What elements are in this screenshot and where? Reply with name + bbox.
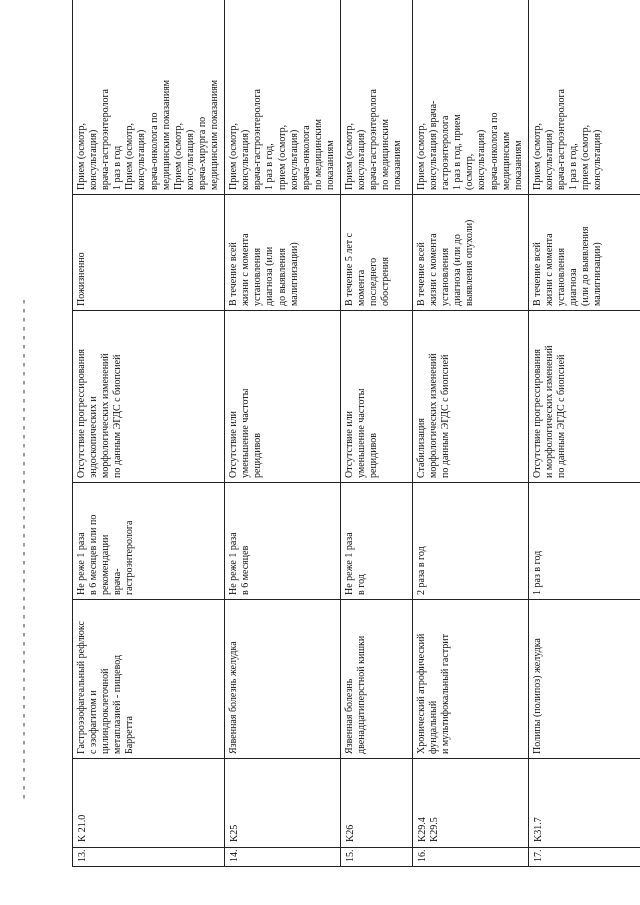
- row-number: 17.: [532, 849, 544, 862]
- row-number: 13.: [77, 849, 88, 862]
- row-number-code-cell: [73, 759, 225, 867]
- icd-code: K25: [229, 824, 241, 842]
- term-cell: В течение всей жизни с момента установления диагноза (или до выявления малигнизации): [225, 195, 341, 311]
- frequency-cell: 1 раз в год: [528, 483, 640, 600]
- criteria-cell: Стабилизация морфологических изменений по данным ЭГДС с биопсией: [412, 311, 528, 483]
- frequency-cell: Не реже 1 раза в год: [340, 483, 412, 600]
- rotated-page-content: [72, 38, 604, 867]
- dispensary-observation-table: [72, 0, 640, 867]
- icd-code: K29.4 K29.5: [416, 817, 441, 842]
- row-number: 14.: [229, 849, 241, 862]
- table-row: [412, 0, 528, 867]
- row-number-code-cell: [340, 759, 412, 867]
- specialists-cell: Прием (осмотр, консультация) врача- гастроэнтеролога 1 раз в год, прием (осмотр, консультация) врача-онколога по медицинским показаниям: [412, 0, 528, 195]
- table-row: [528, 0, 640, 867]
- binding-margin-dots: [23, 300, 25, 800]
- criteria-cell: Отсутствие или уменьшение частоты рецидивов: [340, 311, 412, 483]
- diagnosis-cell: Полипы (полипоз) желудка: [528, 600, 640, 759]
- specialists-cell: Прием (осмотр, консультация) врача-гастроэнтеролога 1 раз в год, прием (осмотр, консультация): [528, 0, 640, 195]
- frequency-cell: Не реже 1 раза в 6 месяцев или по рекомендации врача- гастроэнтеролога: [73, 483, 225, 600]
- term-cell: В течение всей жизни с момента установления диагноза (или до выявления опухоли): [412, 195, 528, 311]
- criteria-cell: Отсутствие прогрессирования и морфологических изменений по данным ЭГДС с биопсией: [528, 311, 640, 483]
- specialists-cell: Прием (осмотр, консультация) врача-гастроэнтеролога по медицинским показаниям: [340, 0, 412, 195]
- diagnosis-cell: Гастроэзофагеальный рефлюкс с эзофагитом и цилиндроклеточной метаплазией - пищевод Барретта: [73, 600, 225, 759]
- diagnosis-cell: Хронический атрофический фундальный и мультифокальный гастрит: [412, 600, 528, 759]
- criteria-cell: Отсутствие прогрессирования эндоскопических и морфологических изменений по данным ЭГДС с биопсией: [73, 311, 225, 483]
- icd-code: K31.7: [532, 817, 544, 842]
- row-number-code-cell: [225, 759, 341, 867]
- row-number-code-cell: [528, 759, 640, 867]
- diagnosis-cell: Язвенная болезнь желудка: [225, 600, 341, 759]
- icd-code: K26: [344, 824, 356, 842]
- row-number: 15.: [344, 849, 356, 862]
- term-cell: В течение всей жизни с момента установления диагноза (или до выявления малигнизации): [528, 195, 640, 311]
- specialists-cell: Прием (осмотр, консультация) врача-гастроэнтеролога 1 раз в год Прием (осмотр, консультация) врача-онколога по медицинским показаниям Прием (осмотр, консультация) врача-хирурга по медицинским показаниям: [73, 0, 225, 195]
- diagnosis-cell: Язвенная болезнь двенадцатиперстной кишки: [340, 600, 412, 759]
- table-row: [73, 0, 225, 867]
- table-row: [340, 0, 412, 867]
- table-row: [225, 0, 341, 867]
- frequency-cell: Не реже 1 раза в 6 месяцев: [225, 483, 341, 600]
- icd-code: K 21.0: [77, 814, 88, 842]
- term-cell: В течение 5 лет с момента последнего обострения: [340, 195, 412, 311]
- specialists-cell: Прием (осмотр, консультация) врача-гастроэнтеролога 1 раз в год, прием (осмотр, консультация) врача-онколога по медицинским показаниям: [225, 0, 341, 195]
- row-number-code-cell: [412, 759, 528, 867]
- row-number: 16.: [416, 849, 428, 862]
- frequency-cell: 2 раза в год: [412, 483, 528, 600]
- term-cell: Пожизненно: [73, 195, 225, 311]
- criteria-cell: Отсутствие или уменьшение частоты рецидивов: [225, 311, 341, 483]
